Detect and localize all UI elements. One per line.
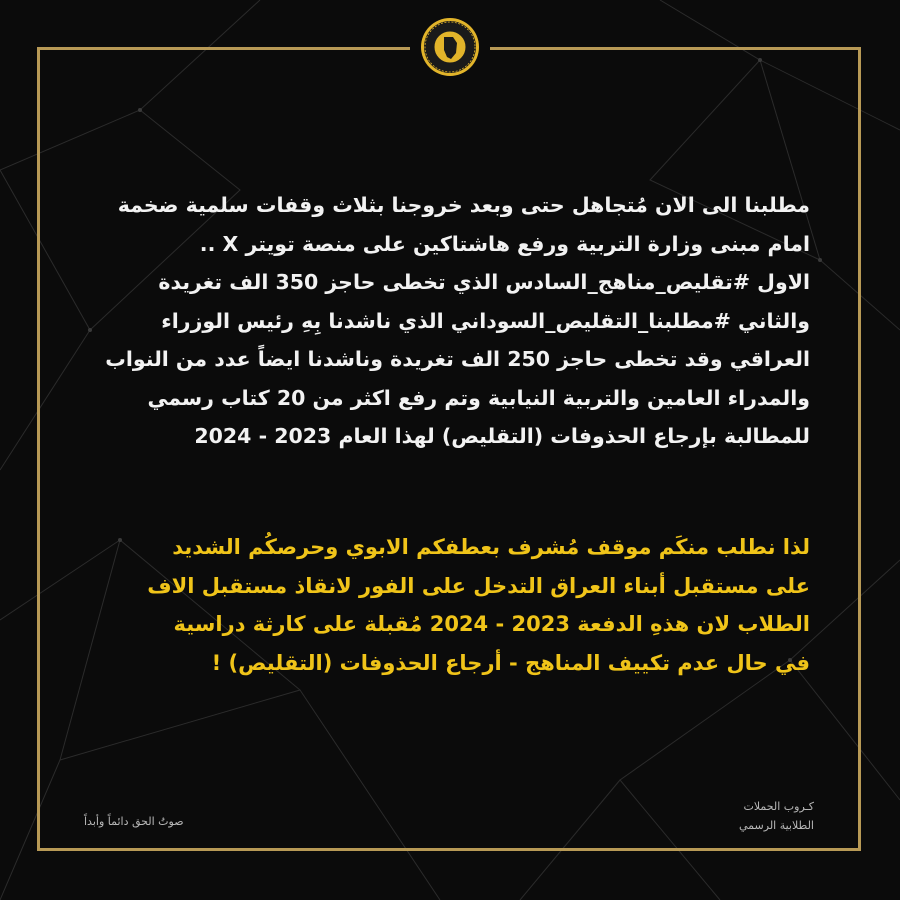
paragraph-line: والثاني #مطلبنا_التقليص_السوداني الذي ناشدنا بِهِ رئيس الوزراء	[161, 308, 810, 333]
paragraph-line: للمطالبة بإرجاع الحذوفات (التقليص) لهذا العام 2023 - 2024	[194, 424, 810, 448]
campaign-paragraph	[90, 186, 810, 456]
demand-line: في حال عدم تكييف المناهج - أرجاع الحذوفات (التقليص) !	[211, 650, 810, 675]
demand-line: لذا نطلب منكَم موقف مُشرف بعطفكم الابوي وحرصكُم الشديد	[172, 535, 810, 559]
demand-paragraph	[90, 528, 810, 682]
demand-line: الطلاب لان هذهِ الدفعة 2023 - 2024 مُقبلة على كارثة دراسية	[173, 612, 810, 636]
signature	[704, 797, 814, 835]
signature-line: كـروب الحملات	[743, 800, 814, 813]
demand-line: على مستقبل أبناء العراق التدخل على الفور لانقاذ مستقبل الاف	[147, 573, 810, 598]
paragraph-line: امام مبنى وزارة التربية ورفع هاشتاكين على منصة تويتر X ..	[199, 231, 810, 256]
paragraph-line: مطلبنا الى الان مُتجاهل حتى وبعد خروجنا بثلاث وقفات سلمية ضخمة	[117, 193, 810, 217]
paragraph-line: والمدراء العامين والتربية النيابية وتم رفع اكثر من 20 كتاب رسمي	[147, 385, 810, 410]
campaign-seal-icon	[420, 17, 480, 77]
paragraph-line: الاول #تقليص_مناهج_السادس الذي تخطى حاجز 350 الف تغريدة	[158, 270, 810, 294]
slogan: صوتُ الحق دائماً وأبداً	[84, 815, 184, 828]
signature-line: الطلابية الرسمي	[739, 819, 814, 832]
paragraph-line: العراقي وقد تخطى حاجز 250 الف تغريدة وناشدنا ايضاً عدد من النواب	[105, 347, 810, 371]
